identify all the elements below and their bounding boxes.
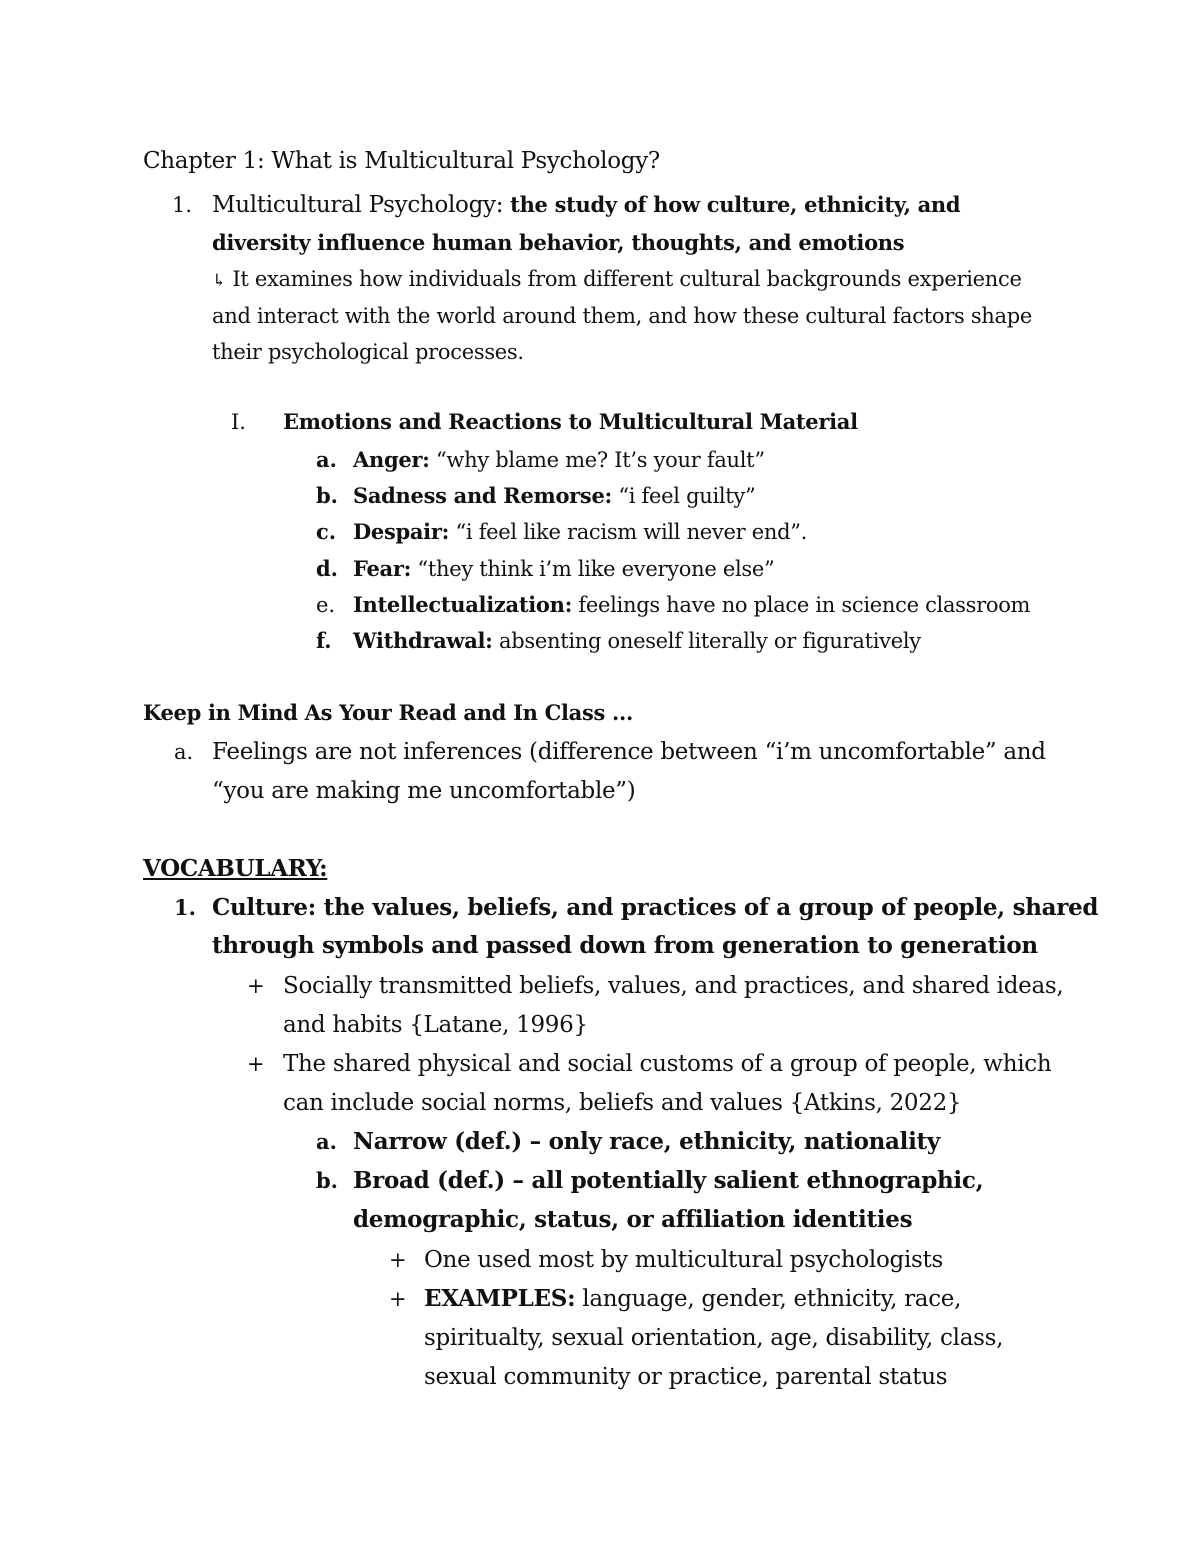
broad-def-letter: b. [316,1168,338,1193]
broad-sub-bullet-1: One used most by multicultural psychologists [424,1247,943,1273]
reaction-c-letter: c. [316,519,337,544]
item-1-definition-line-1: Multicultural Psychology: the study of how culture, ethnicity, and [212,192,961,218]
vocabulary-heading: VOCABULARY: [143,855,328,882]
narrow-def-letter: a. [316,1129,337,1154]
section-i-number: I. [231,410,246,434]
reaction-a: Anger: “why blame me? It’s your fault” [353,447,765,472]
item-1-note-line-3: their psychological processes. [212,340,524,364]
bullet-1-icon: + [247,974,265,998]
reaction-d-letter: d. [316,556,338,581]
vocab-1-number: 1. [174,895,196,920]
vocab-culture-line-2: through symbols and passed down from generation to generation [212,932,1038,959]
bullet-4-icon: + [389,1287,407,1311]
reaction-e-letter: e. [316,593,336,617]
broad-definition-line-1: Broad (def.) – all potentially salient ethnographic, [353,1167,984,1194]
item-1-number: 1. [172,193,193,217]
reaction-b: Sadness and Remorse: “i feel guilty” [353,483,756,508]
item-1-term: Multicultural Psychology: [212,192,504,218]
reaction-a-letter: a. [316,447,337,472]
section-i-heading: Emotions and Reactions to Multicultural Material [283,409,858,434]
vocab-culture-line-1: Culture: the values, beliefs, and practices of a group of people, shared [212,894,1099,921]
keep-in-mind-line-1: Feelings are not inferences (difference between “i’m uncomfortable” and [212,739,1046,765]
broad-definition-line-2: demographic, status, or affiliation identities [353,1206,913,1233]
bullet-3-icon: + [389,1248,407,1272]
keep-in-mind-line-2: “you are making me uncomfortable”) [212,778,636,804]
examples-line-3: sexual community or practice, parental status [424,1364,948,1390]
narrow-definition: Narrow (def.) – only race, ethnicity, nationality [353,1128,940,1155]
bullet-2-icon: + [247,1052,265,1076]
culture-bullet-1-line-2: and habits {Latane, 1996} [283,1012,588,1038]
sub-arrow-icon: ↳ [212,271,226,291]
culture-bullet-2-line-2: can include social norms, beliefs and values {Atkins, 2022} [283,1090,962,1116]
reaction-d: Fear: “they think i’m like everyone else” [353,556,775,581]
reaction-b-letter: b. [316,483,338,508]
chapter-title: Chapter 1: What is Multicultural Psychology? [143,148,660,174]
reaction-f: Withdrawal: absenting oneself literally or figuratively [353,628,921,653]
keep-in-mind-letter: a. [174,740,194,764]
examples-line-1: EXAMPLES: language, gender, ethnicity, race, [424,1285,962,1312]
item-1-note-line-2: and interact with the world around them, and how these cultural factors shape [212,304,1033,328]
reaction-c: Despair: “i feel like racism will never end”. [353,519,808,544]
keep-in-mind-heading: Keep in Mind As Your Read and In Class ... [143,700,634,725]
culture-bullet-1-line-1: Socially transmitted beliefs, values, and practices, and shared ideas, [283,973,1064,999]
item-1-definition-line-2: diversity influence human behavior, thoughts, and emotions [212,230,905,255]
reaction-e: Intellectualization: feelings have no place in science classroom [353,592,1031,617]
examples-line-2: spiritualty, sexual orientation, age, disability, class, [424,1325,1004,1351]
culture-bullet-2-line-1: The shared physical and social customs of a group of people, which [283,1051,1052,1077]
reaction-f-letter: f. [316,628,332,653]
item-1-note-line-1: ↳ It examines how individuals from different cultural backgrounds experience [212,267,1022,291]
